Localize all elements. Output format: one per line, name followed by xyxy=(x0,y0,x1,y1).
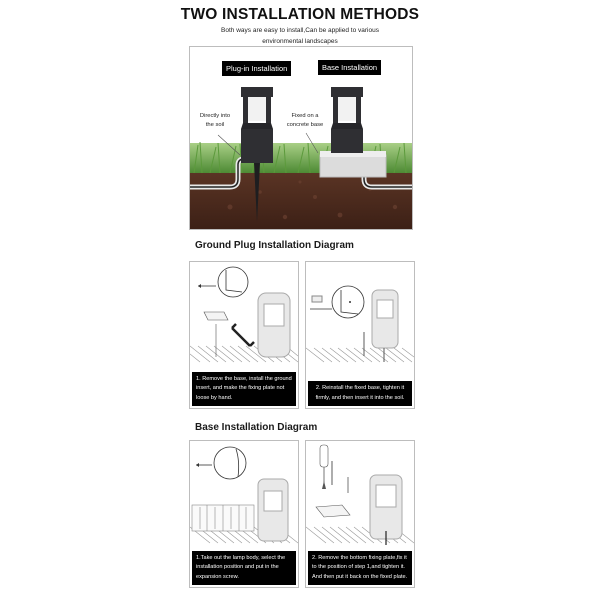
plug-in-note-line-2: the soil xyxy=(205,122,225,128)
page-subtitle xyxy=(0,25,600,47)
base-install-step-2 xyxy=(305,440,415,588)
ground-plug-step-2-caption: 2. Reinstall the fixed base, tighten it firmly, and then insert it into the soil. xyxy=(308,381,412,406)
page-title: TWO INSTALLATION METHODS xyxy=(180,6,420,23)
base-installation-label: Base Installation xyxy=(318,60,381,75)
ground-plug-step-1 xyxy=(189,261,299,409)
ground-plug-heading: Ground Plug Installation Diagram xyxy=(195,240,354,251)
base-install-heading: Base Installation Diagram xyxy=(195,422,318,433)
base-note xyxy=(282,112,328,130)
base-note-line-1: Fixed on a xyxy=(291,113,319,119)
ground-plug-step-2 xyxy=(305,261,415,409)
plug-in-installation-label: Plug-in Installation xyxy=(222,61,291,76)
plug-in-note xyxy=(194,112,236,130)
base-install-step-1-caption: 1.Take out the lamp body, select the installation position and put in the expansion screw. xyxy=(192,551,296,586)
installation-methods-photo xyxy=(189,46,413,230)
base-install-step-1 xyxy=(189,440,299,588)
base-note-line-2: concrete base xyxy=(286,122,324,128)
ground-plug-step-1-caption: 1. Remove the base, install the ground insert, and make the fixing plate not loose by hand. xyxy=(192,372,296,407)
base-lamp xyxy=(331,87,363,153)
plug-in-note-line-1: Directly into xyxy=(199,113,231,119)
subtitle-line-2: environmental landscapes xyxy=(262,38,338,45)
subtitle-line-1: Both ways are easy to install,Can be applied to various xyxy=(221,27,379,34)
base-install-step-2-caption: 2. Remove the bottom fixing plate,fix it to the position of step 1,and tighten it. And then put it back on the fixed plate. xyxy=(308,551,412,586)
